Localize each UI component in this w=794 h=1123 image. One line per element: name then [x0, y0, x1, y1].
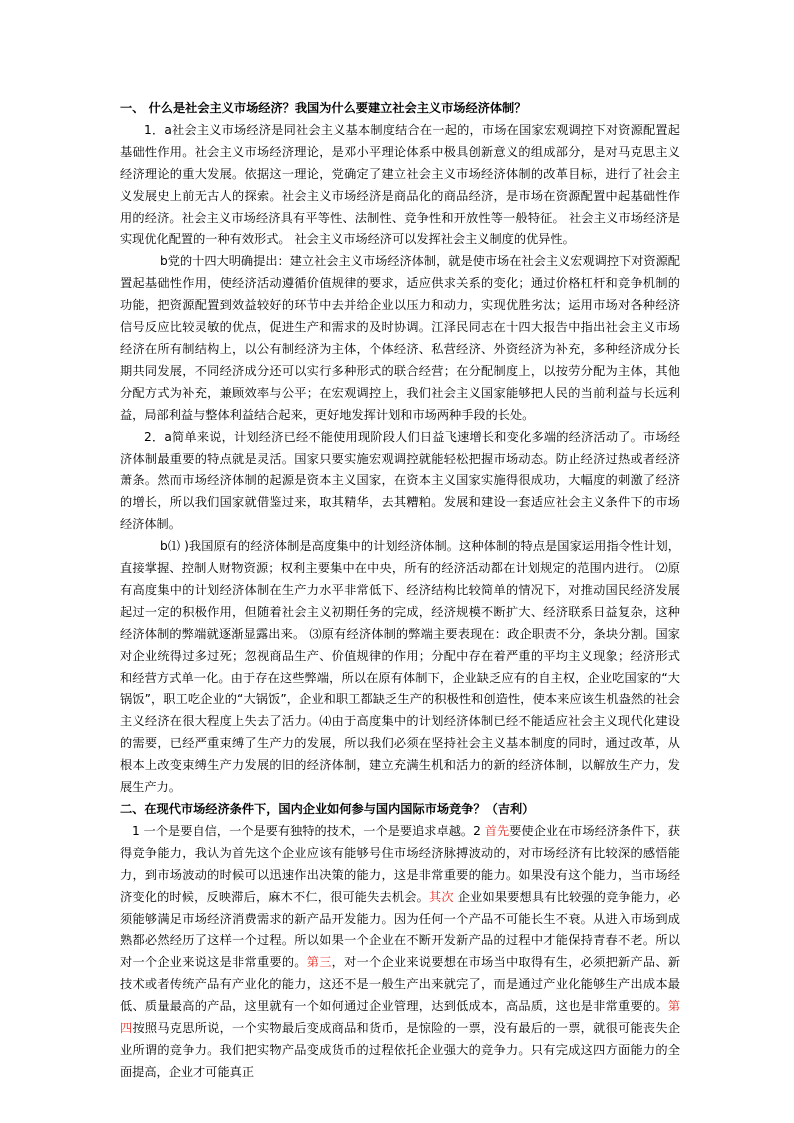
answer-q2-paragraph: [120, 821, 680, 1084]
answer-q2-text-4: ，对一个企业来说要想在市场当中取得有生，必须把新产品、新技术或者传统产品有产业化的能力，这还不是一般生产出来就完了，而是通过产业化能够生产出成本最低、质量最高的产品，这里就有一个如何通过企业管理，达到低成本，高品质，这也是非常重要的。: [120, 955, 681, 1014]
highlight-third: 第三: [306, 955, 332, 970]
answer-q2-text-1: 1 一个是要自信，一个是要有独特的技术，一个是要追求卓越。2: [132, 823, 485, 838]
answer-1a-paragraph: 1．a社会主义市场经济是同社会主义基本制度结合在一起的，市场在国家宏观调控下对资源配置起基础性作用。社会主义市场经济理论，是邓小平理论体系中极具创新意义的组成部分，是对马克思主义经济理论的重大发展。依据这一理论，党确定了建立社会主义市场经济体制的改革目标，进行了社会主义发展史上前无古人的探索。社会主义市场经济是商品化的商品经济，是市场在资源配置中起基础性作用的经济。社会主义市场经济具有平等性、法制性、竞争性和开放性等一般特征。 社会主义市场经济是实现优化配置的一种有效形式。 社会主义市场经济可以发挥社会主义制度的优异性。: [120, 122, 680, 247]
answer-2b-paragraph: b⑴ )我国原有的经济体制是高度集中的计划经济体制。这种体制的特点是国家运用指令性计划，直接掌握、控制人财物资源；权利主要集中在中央，所有的经济活动都在计划规定的范围内进行。 ⑵原有高度集中的计划经济体制在生产力水平非常低下、经济结构比较简单的情况下，对推动国民经济发展起过一定的积极作用，但随着社会主义初期任务的完成，经济规模不断扩大、经济联系日益复杂，这种经济体制的弊端就逐渐显露出来。 ⑶原有经济体制的弊端主要表现在：政企职责不分，条块分割。国家对企业统得过多过死；忽视商品生产、价值规律的作用；分配中存在着严重的平均主义现象；经济形式和经营方式单一化。由于存在这些弊端，所以在原有体制下，企业缺乏应有的自主权，企业吃国家的“大锅饭”，职工吃企业的“大锅饭”，企业和职工都缺乏生产的积极性和创造性，使本来应该生机盎然的社会主义经济在很大程度上失去了活力。⑷由于高度集中的计划经济体制已经不能适应社会主义现代化建设的需要，已经严重束缚了生产力的发展，所以我们必须在坚持社会主义基本制度的同时，通过改革，从根本上改变束缚生产力发展的旧的经济体制，建立充满生机和活力的新的经济体制，以解放生产力，发展生产力。: [120, 539, 680, 795]
answer-2a-paragraph: 2．a简单来说，计划经济已经不能使用现阶段人们日益飞速增长和变化多端的经济活动了。市场经济体制最重要的特点就是灵活。国家只要实施宏观调控就能轻松把握市场动态。防止经济过热或者经济萧条。然而市场经济体制的起源是资本主义国家，在资本主义国家实施得很成功，大幅度的刺激了经济的增长，所以我们国家就借鉴过来，取其精华，去其糟粕。发展和建设一套适应社会主义条件下的市场经济体制。: [120, 429, 680, 532]
document-body: [120, 98, 680, 1084]
answer-q2-text-5: 按照马克思所说，一个实物最后变成商品和货币，是惊险的一票，没有最后的一票，就很可能丧失企业所谓的竞争力。我们把实物产品变成货币的过程依托企业强大的竞争力。只有完成这四方面能力的全面提高，企业才可能真正: [120, 1021, 681, 1079]
answer-q2-text-3: 企业如果要想具有比较强的竞争能力，必须能够满足市场经济消费需求的新产品开发能力。因为任何一个产品不可能长生不衰。从进入市场到成熟都必然经历了这样一个过程。所以如果一个企业在不断开发新产品的过程中才能保持青春不老。所以对一个企业来说这是非常重要的。: [120, 889, 681, 970]
answer-q2-text-2: 要使企业在市场经济条件下，获得竞争能力，我认为首先这个企业应该有能够号住市场经济脉搏波动的，对市场经济有比较深的感悟能力，到市场波动的时候可以迅速作出决策的能力，这是非常重要的能力。如果没有这个能力，当市场经济变化的时候，反映滞后，麻木不仁，很可能失去机会。: [120, 823, 680, 904]
answer-1b-paragraph: b党的十四大明确提出：建立社会主义市场经济体制，就是使市场在社会主义宏观调控下对资源配置起基础性作用，使经济活动遵循价值规律的要求，适应供求关系的变化；通过价格杠杆和竞争机制的功能，把资源配置到效益较好的环节中去并给企业以压力和动力，实现优胜劣汰；运用市场对各种经济信号反应比较灵敏的优点，促进生产和需求的及时协调。江泽民同志在十四大报告中指出社会主义市场经济在所有制结构上，以公有制经济为主体，个体经济、私营经济、外资经济为补充，多种经济成分长期共同发展，不同经济成分还可以实行多种形式的联合经营；在分配制度上，以按劳分配为主体，其他分配方式为补充，兼顾效率与公平；在宏观调控上，我们社会主义国家能够把人民的当前利益与长远利益，局部利益与整体利益结合起来，更好地发挥计划和市场两种手段的长处。: [120, 254, 680, 422]
question-1-title: 一、 什么是社会主义市场经济？我国为什么要建立社会主义市场经济体制？: [120, 101, 527, 115]
highlight-fourth: 第四: [120, 999, 680, 1036]
highlight-first: 首先: [484, 823, 510, 838]
highlight-second: 其次: [428, 889, 454, 904]
question-2-title: 二、在现代市场经济条件下，国内企业如何参与国内国际市场竞争？（吉利）: [120, 802, 535, 816]
